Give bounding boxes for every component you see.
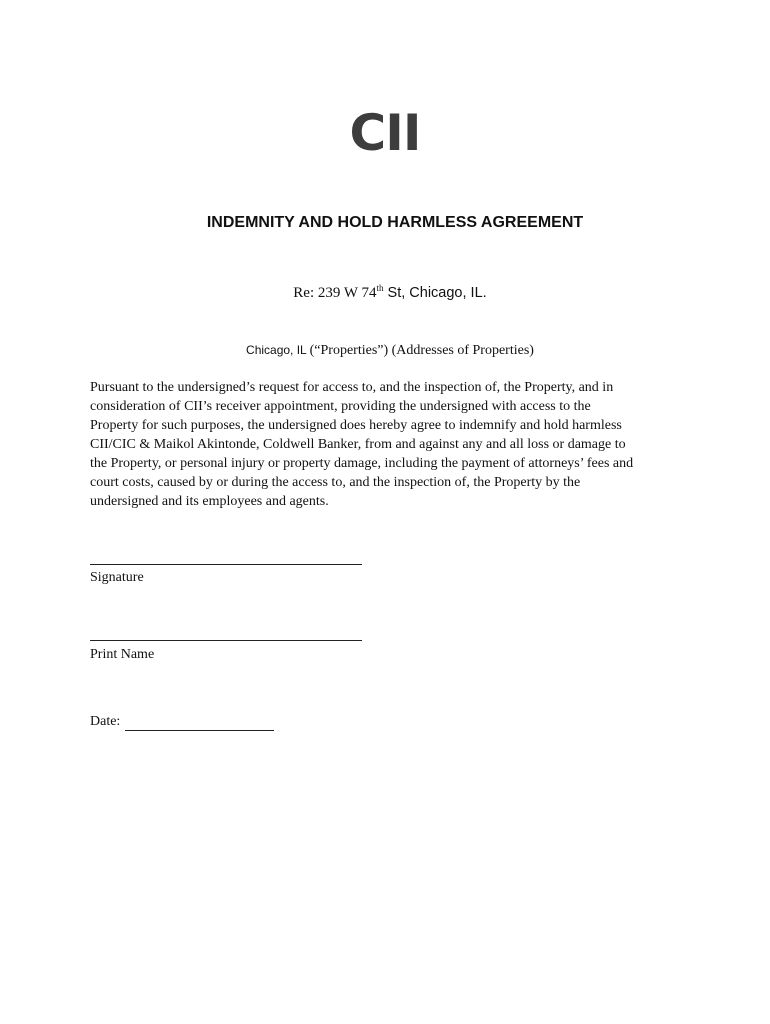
re-line bbox=[0, 278, 770, 303]
signature-line[interactable] bbox=[90, 564, 362, 565]
properties-description: (“Properties”) (Addresses of Properties) bbox=[309, 343, 534, 358]
paragraph-line: the Property, or personal injury or property damage, including the payment of attorneys’ fees and bbox=[90, 456, 634, 471]
document-title: INDEMNITY AND HOLD HARMLESS AGREEMENT bbox=[206, 214, 584, 231]
print-name-label: Print Name bbox=[90, 647, 155, 662]
re-address-ordinal: th bbox=[376, 283, 384, 293]
paragraph-line: undersigned and its employees and agents. bbox=[90, 494, 329, 509]
signature-label: Signature bbox=[90, 570, 144, 585]
paragraph-line: Pursuant to the undersigned’s request for access to, and the inspection of, the Property, and in bbox=[90, 380, 614, 395]
properties-line bbox=[0, 341, 770, 360]
paragraph-line: court costs, caused by or during the access to, and the inspection of, the Property by the bbox=[90, 475, 581, 490]
properties-city: Chicago, IL bbox=[246, 343, 310, 357]
agreement-paragraph bbox=[90, 378, 686, 511]
date-label: Date: bbox=[90, 714, 121, 729]
print-name-line[interactable] bbox=[90, 640, 362, 641]
date-row bbox=[90, 713, 274, 731]
paragraph-line: CII/CIC & Maikol Akintonde, Coldwell Banker, from and against any and all loss or damage to bbox=[90, 437, 626, 452]
re-address-suffix: St, Chicago, IL. bbox=[383, 285, 487, 301]
re-address-prefix: Re: 239 W 74 bbox=[293, 285, 377, 301]
date-line[interactable] bbox=[125, 716, 274, 731]
paragraph-line: Property for such purposes, the undersigned does hereby agree to indemnify and hold harmless bbox=[90, 418, 622, 433]
company-logo: CII bbox=[349, 104, 421, 162]
paragraph-line: consideration of CII’s receiver appointment, providing the undersigned with access to the bbox=[90, 399, 591, 414]
